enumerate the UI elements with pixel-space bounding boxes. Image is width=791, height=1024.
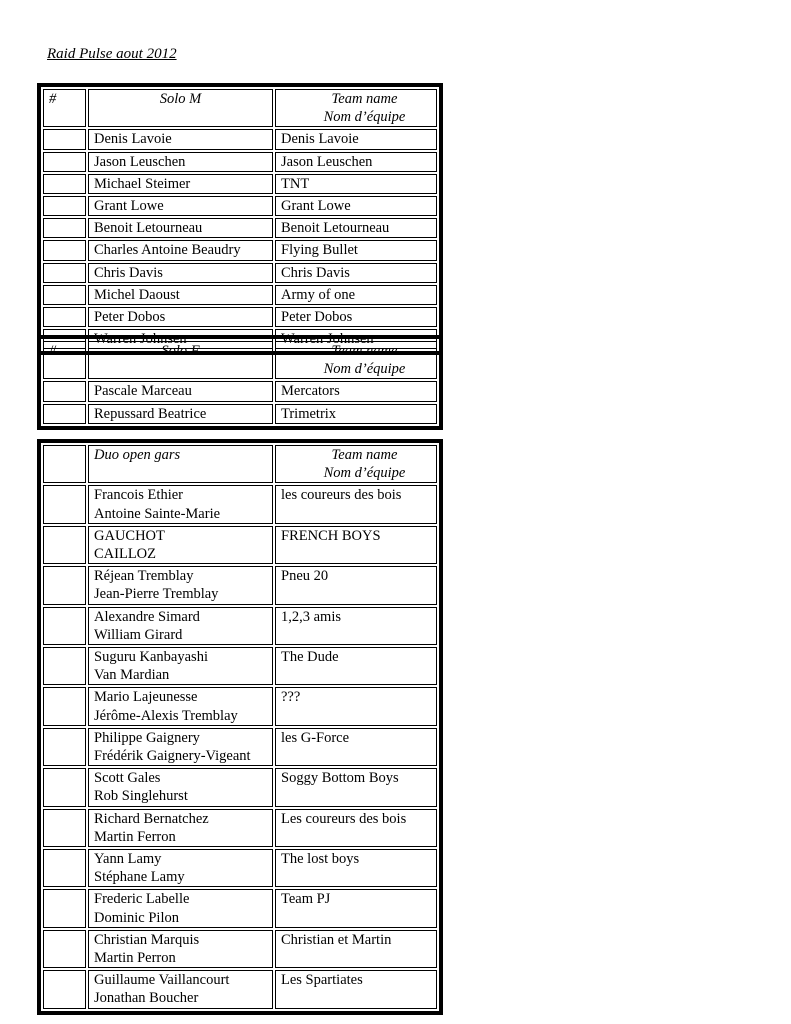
row-number xyxy=(43,381,86,401)
table-header-row xyxy=(43,89,437,127)
row-number xyxy=(43,218,86,238)
participant-names xyxy=(88,889,273,927)
participant-name: Francois Ethier xyxy=(94,487,183,504)
team-name: The Dude xyxy=(275,647,437,685)
participant-name: Alexandre Simard xyxy=(94,608,200,625)
page-title: Raid Pulse aout 2012 xyxy=(47,46,177,62)
table-row xyxy=(43,129,437,149)
participant-name: Scott Gales xyxy=(94,770,161,787)
team-name: Soggy Bottom Boys xyxy=(275,768,437,806)
team-name: Benoit Letourneau xyxy=(275,218,437,238)
participant-name: Jean-Pierre Tremblay xyxy=(94,586,219,603)
team-name: Flying Bullet xyxy=(275,240,437,260)
row-number xyxy=(43,152,86,172)
participant-name: Repussard Beatrice xyxy=(88,404,273,424)
participant-name: Grant Lowe xyxy=(88,196,273,216)
table-row xyxy=(43,687,437,725)
team-name: Jason Leuschen xyxy=(275,152,437,172)
participant-name: Yann Lamy xyxy=(94,851,162,868)
header-team-label-en: Team name xyxy=(331,343,398,359)
row-number xyxy=(43,263,86,283)
participant-name: Philippe Gaignery xyxy=(94,729,200,746)
header-team-label-en: Team name xyxy=(331,447,398,463)
team-name: Les coureurs des bois xyxy=(275,809,437,847)
table-row xyxy=(43,240,437,260)
row-number xyxy=(43,526,86,564)
header-number: # xyxy=(43,89,86,127)
table-row xyxy=(43,174,437,194)
team-name: Army of one xyxy=(275,285,437,305)
participant-names xyxy=(88,728,273,766)
participant-name: Dominic Pilon xyxy=(94,909,179,926)
participant-name: Jonathan Boucher xyxy=(94,990,199,1007)
table-row xyxy=(43,196,437,216)
participant-name: Benoit Letourneau xyxy=(88,218,273,238)
participant-name: Pascale Marceau xyxy=(88,381,273,401)
participant-names xyxy=(88,687,273,725)
header-category: Solo F xyxy=(88,341,273,379)
table-row xyxy=(43,381,437,401)
row-number xyxy=(43,687,86,725)
participant-name: Van Mardian xyxy=(94,667,170,684)
row-number xyxy=(43,285,86,305)
table-row xyxy=(43,970,437,1008)
table-row xyxy=(43,728,437,766)
participant-names xyxy=(88,970,273,1008)
team-name: Grant Lowe xyxy=(275,196,437,216)
participant-name: Denis Lavoie xyxy=(88,129,273,149)
team-name: les G-Force xyxy=(275,728,437,766)
team-name: les coureurs des bois xyxy=(275,485,437,523)
row-number xyxy=(43,129,86,149)
row-number xyxy=(43,196,86,216)
participant-name: Martin Perron xyxy=(94,950,176,967)
team-name: Les Spartiates xyxy=(275,970,437,1008)
table-row xyxy=(43,607,437,645)
team-name: The lost boys xyxy=(275,849,437,887)
row-number xyxy=(43,647,86,685)
header-number: # xyxy=(43,341,86,379)
row-number xyxy=(43,566,86,604)
team-name: TNT xyxy=(275,174,437,194)
table-row xyxy=(43,263,437,283)
row-number xyxy=(43,174,86,194)
header-category: Duo open gars xyxy=(88,445,273,483)
table-row xyxy=(43,566,437,604)
participant-name: GAUCHOT xyxy=(94,527,165,544)
table-row xyxy=(43,485,437,523)
participant-name: Jason Leuschen xyxy=(88,152,273,172)
participant-name: Jérôme-Alexis Tremblay xyxy=(94,707,238,724)
participant-name: Warren Johnsen xyxy=(88,329,273,349)
team-name: ??? xyxy=(275,687,437,725)
participant-name: Rob Singlehurst xyxy=(94,788,188,805)
table-header-row xyxy=(43,445,437,483)
participant-names xyxy=(88,526,273,564)
participant-names xyxy=(88,849,273,887)
participant-names xyxy=(88,566,273,604)
row-number xyxy=(43,889,86,927)
row-number xyxy=(43,768,86,806)
team-name: FRENCH BOYS xyxy=(275,526,437,564)
participant-name: Réjean Tremblay xyxy=(94,568,194,585)
row-number xyxy=(43,970,86,1008)
table-row xyxy=(43,930,437,968)
participant-names xyxy=(88,607,273,645)
team-name: Pneu 20 xyxy=(275,566,437,604)
row-number xyxy=(43,607,86,645)
participant-names xyxy=(88,809,273,847)
header-team-name xyxy=(275,89,437,127)
row-number xyxy=(43,404,86,424)
participant-names xyxy=(88,768,273,806)
table-row xyxy=(43,849,437,887)
solo-m-table xyxy=(37,83,443,355)
team-name: Denis Lavoie xyxy=(275,129,437,149)
duo-open-table xyxy=(37,439,443,1015)
team-name: Trimetrix xyxy=(275,404,437,424)
table-row xyxy=(43,285,437,305)
participant-name: William Girard xyxy=(94,626,183,643)
team-name: Warren Johnsen xyxy=(275,329,437,349)
table-row xyxy=(43,152,437,172)
solo-f-table xyxy=(37,335,443,430)
participant-name: Michel Daoust xyxy=(88,285,273,305)
participant-name: Michael Steimer xyxy=(88,174,273,194)
participant-name: Charles Antoine Beaudry xyxy=(88,240,273,260)
participant-names xyxy=(88,930,273,968)
table-header-row xyxy=(43,341,437,379)
participant-name: Suguru Kanbayashi xyxy=(94,649,208,666)
table-row xyxy=(43,647,437,685)
team-name: Christian et Martin xyxy=(275,930,437,968)
team-name: Peter Dobos xyxy=(275,307,437,327)
team-name: 1,2,3 amis xyxy=(275,607,437,645)
table-row xyxy=(43,307,437,327)
header-team-name xyxy=(275,445,437,483)
table-row xyxy=(43,218,437,238)
header-category: Solo M xyxy=(88,89,273,127)
participant-name: Richard Bernatchez xyxy=(94,810,209,827)
participant-name: Martin Ferron xyxy=(94,828,176,845)
participant-name: Frédérik Gaignery-Vigeant xyxy=(94,748,251,765)
participant-name: Chris Davis xyxy=(88,263,273,283)
participant-names xyxy=(88,647,273,685)
team-name: Team PJ xyxy=(275,889,437,927)
participant-name: Guillaume Vaillancourt xyxy=(94,972,230,989)
team-name: Chris Davis xyxy=(275,263,437,283)
participant-name: Christian Marquis xyxy=(94,931,200,948)
header-team-label-fr: Nom d’équipe xyxy=(323,465,406,482)
table-row xyxy=(43,404,437,424)
header-team-label-en: Team name xyxy=(331,91,398,107)
header-number xyxy=(43,445,86,483)
table-row xyxy=(43,889,437,927)
table-row xyxy=(43,768,437,806)
participant-name: Stéphane Lamy xyxy=(94,869,185,886)
table-row xyxy=(43,809,437,847)
header-team-name xyxy=(275,341,437,379)
row-number xyxy=(43,728,86,766)
team-name: Mercators xyxy=(275,381,437,401)
row-number xyxy=(43,307,86,327)
participant-names xyxy=(88,485,273,523)
row-number xyxy=(43,240,86,260)
participant-name: Mario Lajeunesse xyxy=(94,689,198,706)
row-number xyxy=(43,485,86,523)
participant-name: Peter Dobos xyxy=(88,307,273,327)
row-number xyxy=(43,849,86,887)
row-number xyxy=(43,930,86,968)
header-team-label-fr: Nom d’équipe xyxy=(323,361,406,378)
participant-name: Antoine Sainte-Marie xyxy=(94,505,221,522)
row-number xyxy=(43,809,86,847)
table-row xyxy=(43,526,437,564)
header-team-label-fr: Nom d’équipe xyxy=(323,109,406,126)
participant-name: CAILLOZ xyxy=(94,546,157,563)
participant-name: Frederic Labelle xyxy=(94,891,190,908)
